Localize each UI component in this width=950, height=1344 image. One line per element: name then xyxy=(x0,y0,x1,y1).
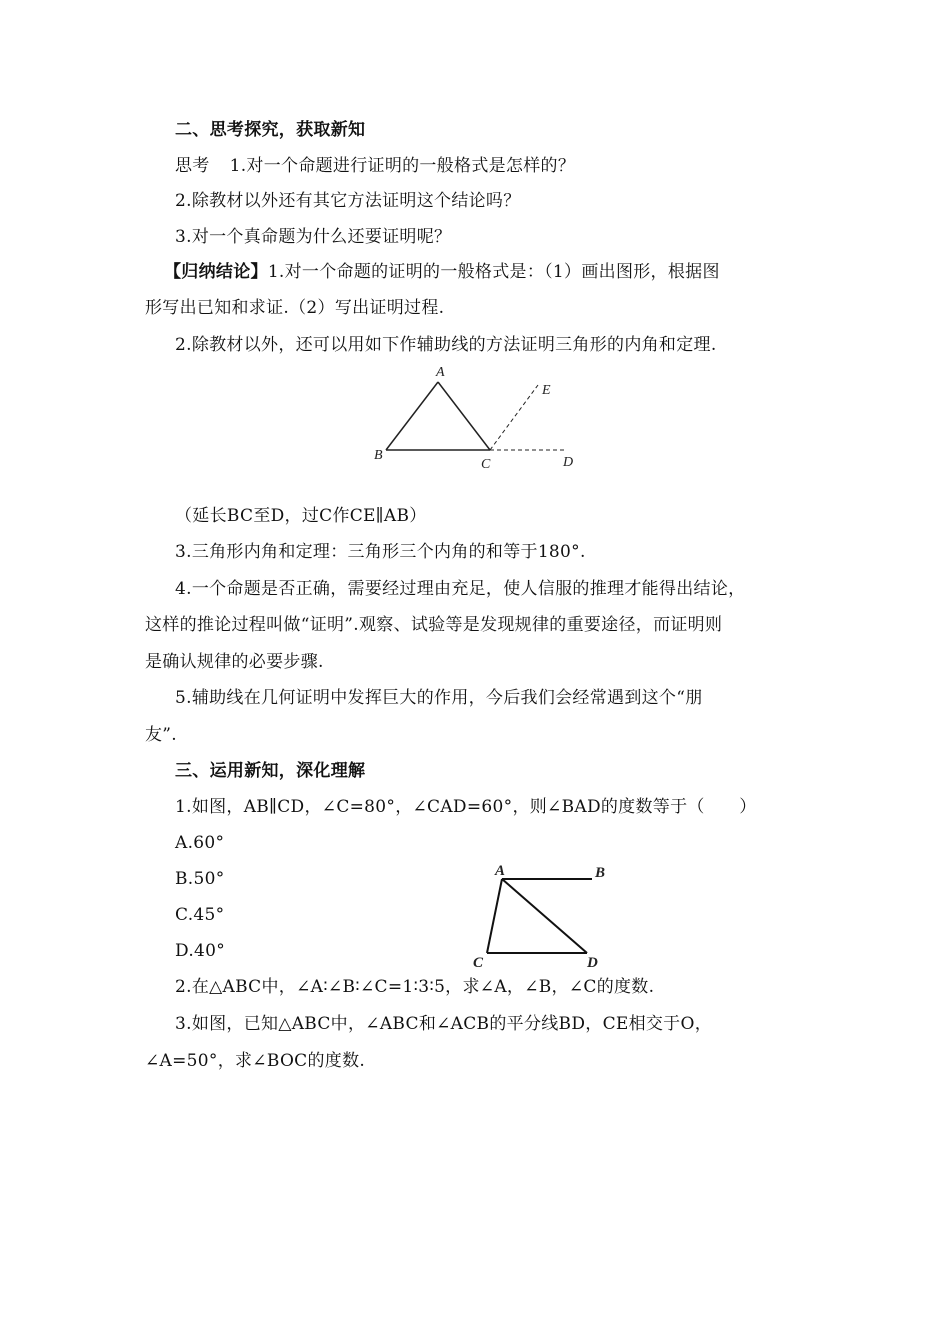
parallel-lines-triangle-figure xyxy=(465,858,615,973)
conclusion-4-line-1: 4.一个命题是否正确，需要经过理由充足，使人信服的推理才能得出结论， xyxy=(175,579,746,599)
conclusion-1-line-2: 形写出已知和求证.（2）写出证明过程. xyxy=(145,298,445,318)
label-b: B xyxy=(374,448,383,463)
conclusion-5-line-2: 友”. xyxy=(145,725,177,745)
question-3: 3.对一个真命题为什么还要证明呢？ xyxy=(175,227,452,247)
option-d: D.40° xyxy=(175,941,226,961)
label-a: A xyxy=(495,863,506,879)
conclusion-4-line-2: 这样的推论过程叫做“证明”.观察、试验等是发现规律的重要途径，而证明则 xyxy=(145,615,723,635)
label-d: D xyxy=(587,955,598,971)
label-d: D xyxy=(563,455,574,470)
problem-3-line-1: 3.如图，已知△ABC中，∠ABC和∠ACB的平分线BD，CE相交于O， xyxy=(175,1014,713,1034)
question-2: 2.除教材以外还有其它方法证明这个结论吗？ xyxy=(175,191,521,211)
section3-heading: 三、运用新知，深化理解 xyxy=(175,761,366,781)
option-a: A.60° xyxy=(175,833,225,853)
option-b: B.50° xyxy=(175,869,225,889)
problem-2: 2.在△ABC中，∠A∶∠B∶∠C=1∶3∶5，求∠A，∠B，∠C的度数. xyxy=(175,977,655,997)
label-b: B xyxy=(595,865,606,881)
figure-caption: （延长BC至D，过C作CE∥AB） xyxy=(175,506,427,526)
question-1-text: 1.对一个命题进行证明的一般格式是怎样的？ xyxy=(229,156,576,176)
segment-ad xyxy=(502,879,587,953)
problem-3-line-2: ∠A=50°，求∠BOC的度数. xyxy=(145,1051,366,1071)
conclusion-4-line-3: 是确认规律的必要步骤. xyxy=(145,652,324,672)
triangle-auxiliary-line-figure xyxy=(360,360,600,475)
think-label: 思考 xyxy=(175,156,210,176)
label-c: C xyxy=(473,955,484,971)
section2-heading: 二、思考探究，获取新知 xyxy=(175,120,366,140)
segment-ac xyxy=(487,879,502,953)
label-e: E xyxy=(542,383,551,398)
conclusion-1-line-1 xyxy=(164,261,720,283)
conclusion-3: 3.三角形内角和定理：三角形三个内角的和等于180°. xyxy=(175,542,586,562)
label-c: C xyxy=(481,457,491,472)
conclusion-2: 2.除教材以外，还可以用如下作辅助线的方法证明三角形的内角和定理. xyxy=(175,335,717,355)
segment-ac xyxy=(438,382,490,450)
conclusion-1-text: 1.对一个命题的证明的一般格式是：（1）画出图形，根据图 xyxy=(267,262,720,282)
conclusion-tag: 【归纳结论】 xyxy=(164,262,268,282)
conclusion-5-line-1: 5.辅助线在几何证明中发挥巨大的作用，今后我们会经常遇到这个“朋 xyxy=(175,688,703,708)
label-a: A xyxy=(436,365,445,380)
think-question-1 xyxy=(175,155,575,177)
problem-1: 1.如图，AB∥CD，∠C=80°，∠CAD=60°，则∠BAD的度数等于（ ） xyxy=(175,797,757,817)
parallel-ce xyxy=(490,385,538,450)
segment-ab xyxy=(386,382,438,450)
option-c: C.45° xyxy=(175,905,225,925)
